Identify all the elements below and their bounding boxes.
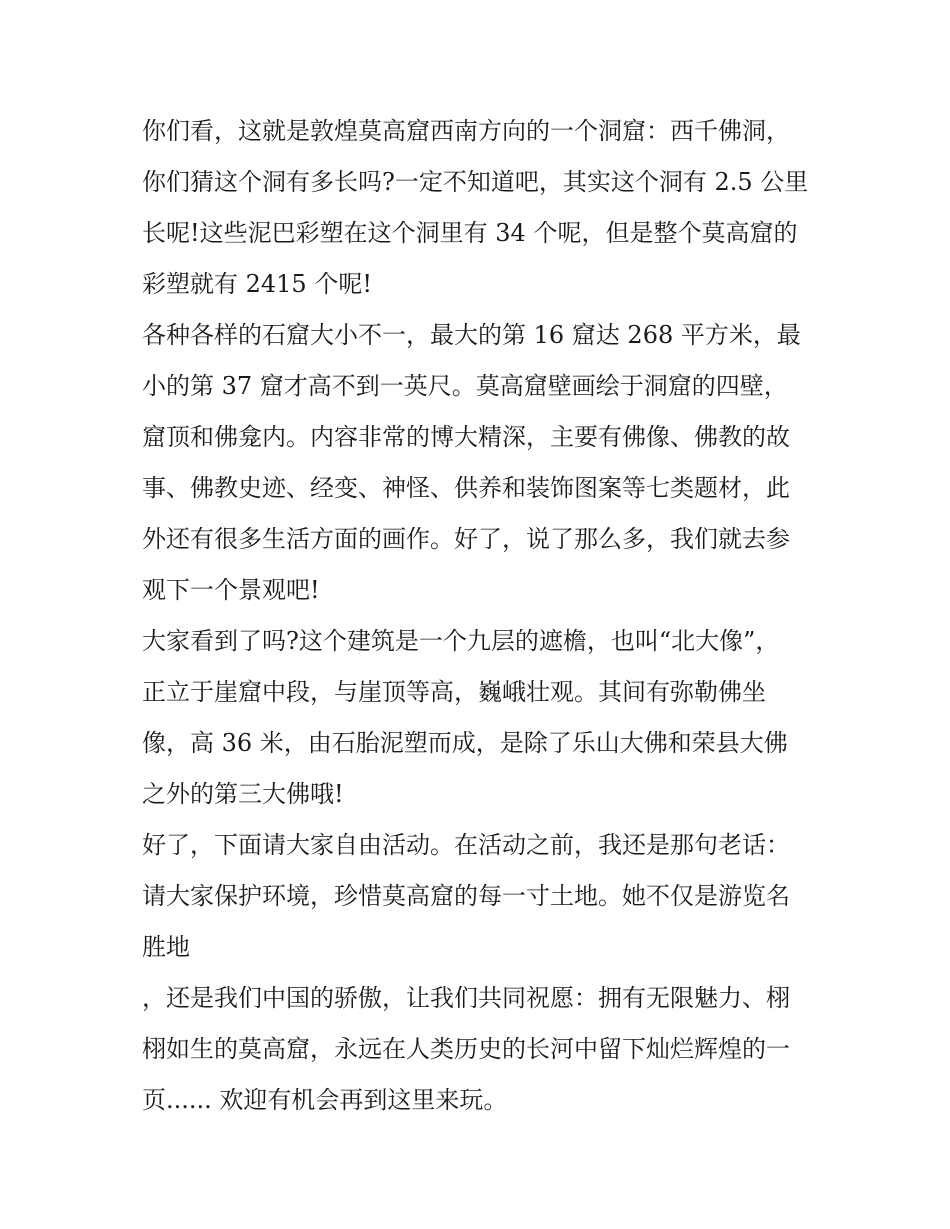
text-line: 页...... 欢迎有机会再到这里来玩。	[142, 1086, 508, 1114]
text-line: 好了，下面请大家自由活动。在活动之前，我还是那句老话：	[142, 831, 790, 859]
text-line: 观下一个景观吧!	[142, 576, 320, 604]
text-line: 事、佛教史迹、经变、神怪、供养和装饰图案等七类题材，此	[142, 474, 790, 502]
text-line: 大家看到了吗?这个建筑是一个九层的遮檐，也叫“北大像”，	[142, 627, 780, 655]
text-line: ，还是我们中国的骄傲，让我们共同祝愿：拥有无限魅力、栩	[142, 984, 790, 1012]
text-line: 之外的第三大佛哦!	[142, 780, 344, 808]
text-line: 小的第 37 窟才高不到一英尺。莫高窟壁画绘于洞窟的四壁，	[142, 372, 788, 400]
text-line: 外还有很多生活方面的画作。好了，说了那么多，我们就去参	[142, 525, 790, 553]
text-line: 胜地	[142, 933, 190, 961]
text-line: 长呢!这些泥巴彩塑在这个洞里有 34 个呢，但是整个莫高窟的	[142, 219, 798, 247]
text-line: 栩如生的莫高窟，永远在人类历史的长河中留下灿烂辉煌的一	[142, 1035, 790, 1063]
text-line: 窟顶和佛龛内。内容非常的博大精深，主要有佛像、佛教的故	[142, 423, 790, 451]
text-line: 你们猜这个洞有多长吗?一定不知道吧，其实这个洞有 2.5 公里	[142, 168, 809, 196]
text-line: 请大家保护环境，珍惜莫高窟的每一寸土地。她不仅是游览名	[142, 882, 790, 910]
text-line: 彩塑就有 2415 个呢!	[142, 270, 372, 298]
text-line: 正立于崖窟中段，与崖顶等高，巍峨壮观。其间有弥勒佛坐	[142, 678, 766, 706]
text-line: 你们看，这就是敦煌莫高窟西南方向的一个洞窟：西千佛洞，	[142, 117, 790, 145]
text-line: 各种各样的石窟大小不一，最大的第 16 窟达 268 平方米，最	[142, 321, 801, 349]
document-body	[142, 106, 822, 1126]
text-line: 像，高 36 米，由石胎泥塑而成，是除了乐山大佛和荣县大佛	[142, 729, 788, 757]
